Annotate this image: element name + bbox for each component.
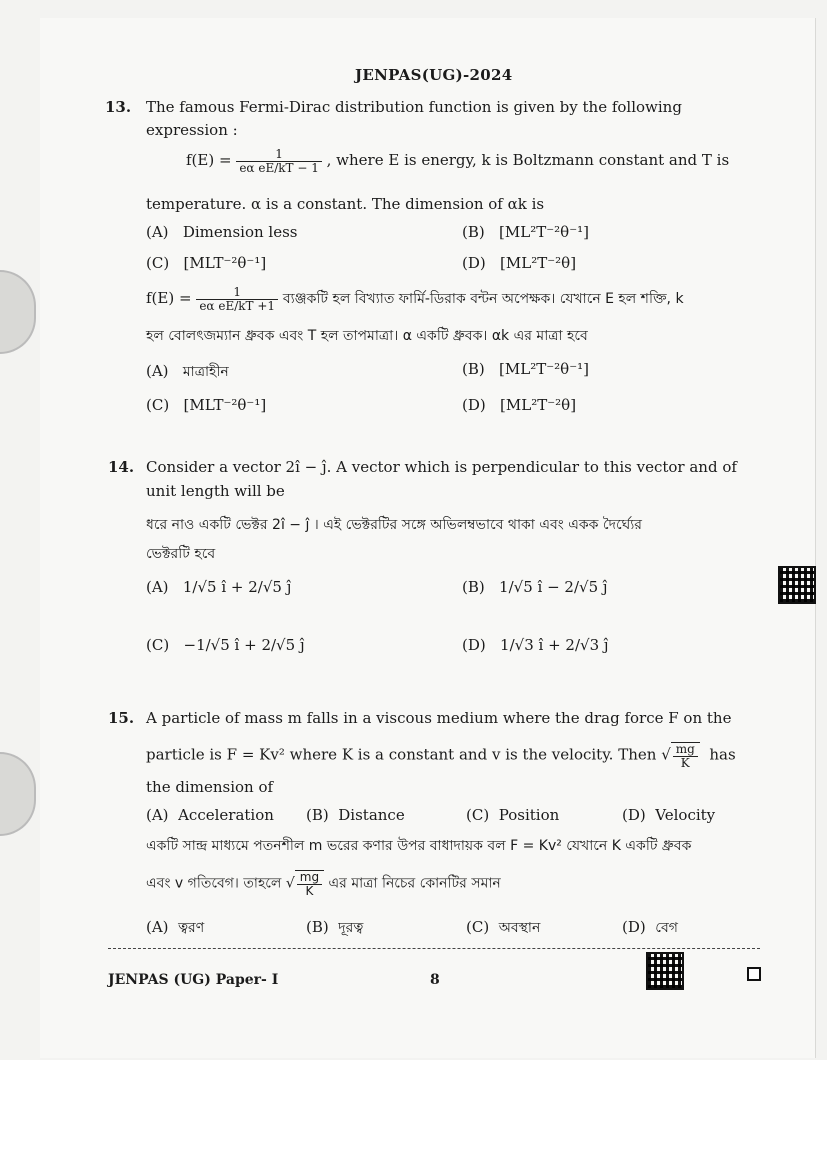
- option-d: (D) [ML²T⁻²θ]: [462, 254, 577, 272]
- question-text: ব্যঞ্জকটি হল বিখ্যাত ফার্মি-ডিরাক বন্টন অপেক্ষক। যেখানে E হল শক্তি, k: [282, 291, 684, 308]
- option-d: (D) 1/√3 î + 2/√3 ĵ: [462, 636, 609, 654]
- fraction-numerator: 1: [236, 148, 322, 162]
- question-text: ধরে নাও একটি ভেক্টর 2î − ĵ । এই ভেক্টরটির সঙ্গে অভিলম্বভাবে থাকা এবং একক দৈর্ঘ্যের: [146, 517, 642, 533]
- fraction-denominator: eα eE/kT +1: [199, 298, 276, 313]
- question-text: unit length will be: [146, 482, 285, 500]
- option-b: (B) [ML²T⁻²θ⁻¹]: [462, 223, 589, 241]
- formula-fraction: [236, 148, 322, 174]
- fraction-denominator: eα eE/kT − 1: [239, 160, 319, 175]
- option-c: (C) [MLT⁻²θ⁻¹]: [146, 254, 267, 272]
- formula-lhs: f(E) =: [186, 151, 232, 170]
- question-text: একটি সান্দ্র মাধ্যমে পতনশীল m ভরের কণার উপর বাধাদায়ক বল F = Kv² যেখানে K একটি ধ্রুবক: [146, 838, 692, 854]
- option-c: (C) [MLT⁻²θ⁻¹]: [146, 396, 267, 414]
- option-c: (C) −1/√5 î + 2/√5 ĵ: [146, 636, 305, 654]
- sqrt-fraction: $\frac{mg}{K}$: [671, 742, 700, 769]
- question-number: 14.: [108, 458, 135, 476]
- qr-code-icon: [646, 952, 684, 990]
- question-number: 15.: [108, 709, 135, 727]
- question-text: The famous Fermi-Dirac distribution function is given by the following: [146, 98, 682, 116]
- blank-margin: [0, 1060, 827, 1169]
- option-a: (A) ত্বরণ: [146, 918, 205, 936]
- footer-divider: [108, 948, 760, 949]
- qr-code-icon: [778, 566, 816, 604]
- page-number: 8: [430, 972, 440, 988]
- option-a: (A) মাত্রাহীন: [146, 362, 229, 380]
- question-text: expression :: [146, 121, 238, 139]
- formula: [186, 148, 729, 174]
- option-d: (D) Velocity: [622, 806, 716, 824]
- formula-lhs: f(E) =: [146, 289, 192, 308]
- option-d: (D) [ML²T⁻²θ]: [462, 396, 577, 414]
- option-b: (B) 1/√5 î − 2/√5 ĵ: [462, 578, 608, 596]
- option-d: (D) বেগ: [622, 918, 678, 936]
- question-number: 13.: [105, 98, 132, 116]
- question-text: হল বোলৎজম্যান ধ্রুবক এবং T হল তাপমাত্রা। α একটি ধ্রুবক। αk এর মাত্রা হবে: [146, 328, 588, 344]
- option-b: (B) Distance: [306, 806, 405, 824]
- question-text: A particle of mass m falls in a viscous medium where the drag force F on the: [146, 709, 732, 727]
- question-text: ভেক্টরটি হবে: [146, 546, 216, 562]
- option-a: (A) 1/√5 î + 2/√5 ĵ: [146, 578, 292, 596]
- option-a: (A) Dimension less: [146, 223, 298, 241]
- stamp-icon: [0, 270, 36, 354]
- question-text: এবং v গতিবেগ। তাহলে √ $\frac{mg}{K}$ এর মাত্রা নিচের কোনটির সমান: [146, 870, 501, 898]
- formula: [146, 286, 684, 312]
- option-c: (C) Position: [466, 806, 560, 824]
- square-icon: [747, 967, 761, 981]
- question-text: particle is F = Kv² where K is a constant and v is the velocity. Then √ $\frac{mg}{K}$ has: [146, 742, 736, 770]
- question-text: , where E is energy, k is Boltzmann constant and T is: [326, 151, 730, 170]
- question-text: the dimension of: [146, 778, 274, 796]
- option-a: (A) Acceleration: [146, 806, 274, 824]
- question-text: temperature. α is a constant. The dimension of αk is: [146, 195, 545, 213]
- sqrt-fraction: $\frac{mg}{K}$: [295, 870, 324, 897]
- option-b: (B) [ML²T⁻²θ⁻¹]: [462, 360, 589, 378]
- page-title: JENPAS(UG)-2024: [355, 66, 513, 84]
- fraction-numerator: 1: [196, 286, 278, 300]
- footer-paper: JENPAS (UG) Paper- I: [108, 972, 279, 988]
- formula-fraction: [196, 286, 278, 312]
- stamp-icon: [0, 752, 36, 836]
- question-text: Consider a vector 2î − ĵ. A vector which is perpendicular to this vector and of: [146, 458, 737, 476]
- option-c: (C) অবস্থান: [466, 918, 541, 936]
- option-b: (B) দূরত্ব: [306, 918, 364, 936]
